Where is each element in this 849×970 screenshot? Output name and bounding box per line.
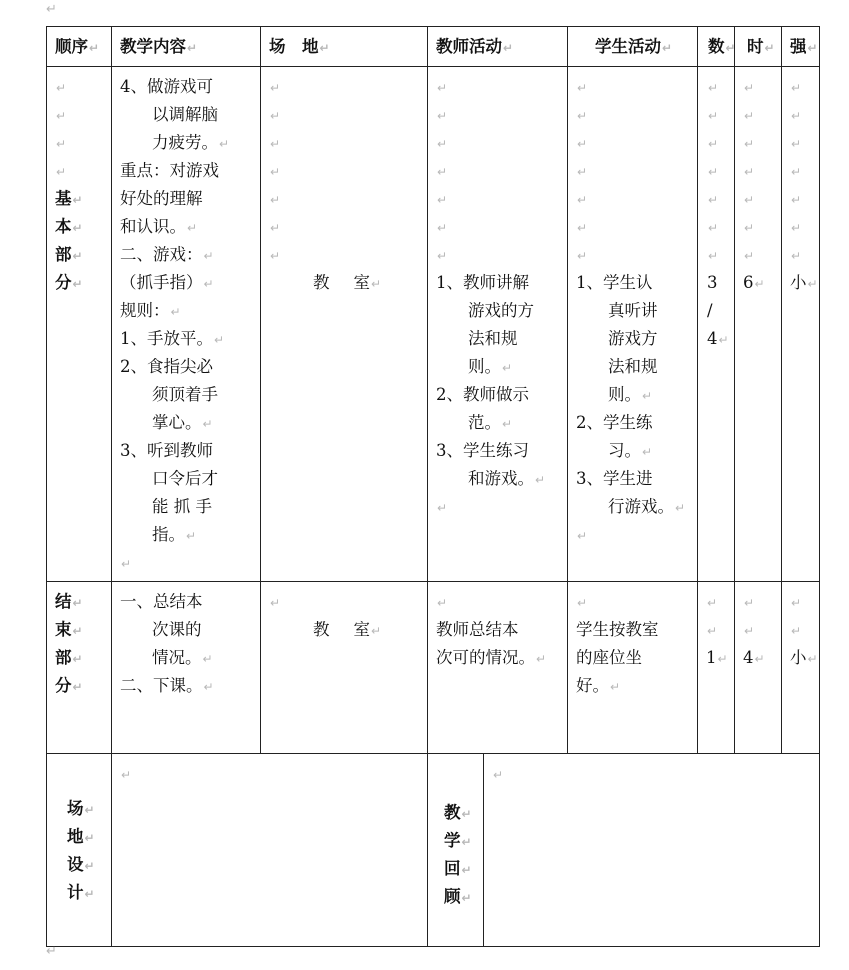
- content-line: 一、总结本: [120, 592, 203, 611]
- closing-student-cell: ↵ 学生按教室 的座位坐 好。↵: [568, 582, 698, 754]
- header-time: 时↵: [735, 27, 782, 67]
- closing-section-char-1: 结↵: [55, 592, 83, 611]
- intensity-value: 小↵: [790, 648, 818, 667]
- basic-teacher-cell: ↵ ↵ ↵ ↵ ↵ ↵ ↵ 1、教师讲解 游戏的方 法和规 则。↵ 2、教师做示 范。↵ 3、学生练习 和游戏。↵ ↵: [428, 67, 568, 582]
- count-value: 3: [707, 273, 718, 292]
- basic-venue-cell: ↵ ↵ ↵ ↵ ↵ ↵ ↵ 教 室↵: [261, 67, 428, 582]
- header-row: [47, 27, 820, 67]
- basic-intensity-cell: ↵ ↵ ↵ ↵ ↵ ↵ ↵ 小↵: [782, 67, 820, 582]
- count-value: 4↵: [707, 329, 729, 348]
- teacher-line: 游戏的方: [468, 301, 534, 320]
- basic-section-char-2: 本↵: [55, 217, 83, 236]
- student-line: 习。↵: [608, 441, 653, 460]
- content-line: 2、食指尖必: [120, 357, 213, 376]
- basic-student-cell: ↵ ↵ ↵ ↵ ↵ ↵ ↵ 1、学生认 真听讲 游戏方 法和规 则。↵ 2、学生练 习。↵ 3、学生进 行游戏。↵ ↵: [568, 67, 698, 582]
- teaching-review-char: 回↵: [444, 859, 472, 878]
- basic-time-cell: ↵ ↵ ↵ ↵ ↵ ↵ ↵ 6↵: [735, 67, 782, 582]
- header-teacher: 教师活动↵: [428, 27, 568, 67]
- basic-section-char-3: 部↵: [55, 245, 83, 264]
- content-line: 1、手放平。↵: [120, 329, 225, 348]
- basic-section-char-1: 基↵: [55, 189, 83, 208]
- closing-time-cell: ↵ ↵ 4↵: [735, 582, 782, 754]
- teaching-review-area[interactable]: ↵: [493, 768, 504, 782]
- time-value: 4↵: [743, 648, 765, 667]
- site-design-char: 计↵: [67, 883, 95, 902]
- closing-teacher-cell: ↵ 教师总结本 次可的情况。↵: [428, 582, 568, 754]
- basic-section-row: [47, 67, 820, 582]
- basic-venue-text: 教 室↵: [313, 273, 382, 292]
- site-design-char: 地↵: [67, 827, 95, 846]
- header-count: 数↵: [698, 27, 735, 67]
- basic-content-cell: 4、做游戏可 以调解脑 力疲劳。↵ 重点：对游戏 好处的理解 和认识。↵ 二、游戏：↵ （抓手指）↵ 规则：↵ 1、手放平。↵ 2、食指尖必 须顶着手 掌心。↵ 3、听到教师 口令后才 能 抓 手 指。↵ ↵: [112, 67, 261, 582]
- site-design-area[interactable]: ↵: [112, 754, 428, 947]
- closing-venue-text: 教 室↵: [313, 620, 382, 639]
- teacher-line: 2、教师做示: [436, 385, 529, 404]
- teaching-review-char: 顾↵: [444, 887, 472, 906]
- student-line: 学生按教室: [576, 620, 659, 639]
- content-line: 好处的理解: [120, 189, 203, 208]
- closing-order-cell: [47, 582, 112, 754]
- intensity-value: 小↵: [790, 273, 818, 292]
- content-line: 须顶着手: [152, 385, 218, 404]
- teacher-line: 法和规: [468, 329, 518, 348]
- closing-count-cell: ↵ ↵ 1↵: [698, 582, 735, 754]
- basic-count-cell: ↵ ↵ ↵ ↵ ↵ ↵ ↵ 3 / 4↵: [698, 67, 735, 582]
- content-line: 次课的: [152, 620, 202, 639]
- student-line: 的座位坐: [576, 648, 642, 667]
- content-line: 力疲劳。↵: [152, 133, 230, 152]
- header-intensity: 强↵: [782, 27, 820, 67]
- student-line: 行游戏。↵: [608, 497, 686, 516]
- count-value: /: [707, 301, 713, 320]
- review-wrapper-cell: [428, 754, 820, 947]
- closing-content-cell: [112, 582, 261, 754]
- content-line: 以调解脑: [152, 105, 218, 124]
- teacher-line: 和游戏。↵: [468, 469, 546, 488]
- content-line: 重点：对游戏: [120, 161, 219, 180]
- teaching-review-char: 学↵: [444, 831, 472, 850]
- teacher-line: 次可的情况。↵: [436, 648, 547, 667]
- closing-section-char-4: 分↵: [55, 676, 83, 695]
- content-line: 情况。↵: [152, 648, 213, 667]
- student-line: 真听讲: [608, 301, 658, 320]
- closing-section-char-3: 部↵: [55, 648, 83, 667]
- content-line: 二、下课。↵: [120, 676, 214, 695]
- count-value: 1↵: [706, 648, 728, 667]
- teacher-line: 教师总结本: [436, 620, 519, 639]
- site-design-char: 设↵: [67, 855, 95, 874]
- content-line: 指。↵: [152, 525, 197, 544]
- time-value: 6↵: [743, 273, 765, 292]
- content-line: 和认识。↵: [120, 217, 198, 236]
- closing-section-row: [47, 582, 820, 754]
- teaching-review-char: 教↵: [444, 803, 472, 822]
- teacher-line: 则。↵: [468, 357, 513, 376]
- student-line: 好。↵: [576, 676, 621, 695]
- content-line: （抓手指）↵: [120, 273, 214, 292]
- header-student: 学生活动↵: [568, 27, 698, 67]
- student-line: 游戏方: [608, 329, 658, 348]
- content-line: 口令后才: [152, 469, 218, 488]
- content-line: 3、听到教师: [120, 441, 213, 460]
- content-line: 二、游戏：↵: [120, 245, 214, 264]
- teacher-line: 1、教师讲解: [436, 273, 529, 292]
- closing-section-char-2: 束↵: [55, 620, 83, 639]
- student-line: 1、学生认: [576, 273, 653, 292]
- closing-intensity-cell: ↵ ↵ 小↵: [782, 582, 820, 754]
- content-line: 能 抓 手: [152, 497, 212, 516]
- teaching-review-label: [428, 754, 484, 946]
- header-venue: 场 地↵: [261, 27, 428, 67]
- closing-venue-cell: ↵ 教 室↵: [261, 582, 428, 754]
- site-design-label-cell: [47, 754, 112, 947]
- lesson-plan-table: [46, 26, 820, 947]
- paragraph-mark-bottom: ↵: [46, 944, 57, 959]
- site-design-char: 场↵: [67, 799, 95, 818]
- teacher-line: 范。↵: [468, 413, 513, 432]
- student-line: 则。↵: [608, 385, 653, 404]
- content-line: 掌心。↵: [152, 413, 213, 432]
- student-line: 法和规: [608, 357, 658, 376]
- teacher-line: 3、学生练习: [436, 441, 529, 460]
- basic-section-char-4: 分↵: [55, 273, 83, 292]
- header-order: 顺序↵: [47, 27, 112, 67]
- student-line: 2、学生练: [576, 413, 653, 432]
- student-line: 3、学生进: [576, 469, 653, 488]
- paragraph-mark-top: ↵: [46, 2, 57, 17]
- bottom-row: [47, 754, 820, 947]
- header-content: 教学内容↵: [112, 27, 261, 67]
- content-line: 4、做游戏可: [120, 77, 213, 96]
- content-line: 规则：↵: [120, 301, 181, 320]
- basic-order-cell: ↵ ↵ ↵ ↵ 基↵ 本↵ 部↵ 分↵: [47, 67, 112, 582]
